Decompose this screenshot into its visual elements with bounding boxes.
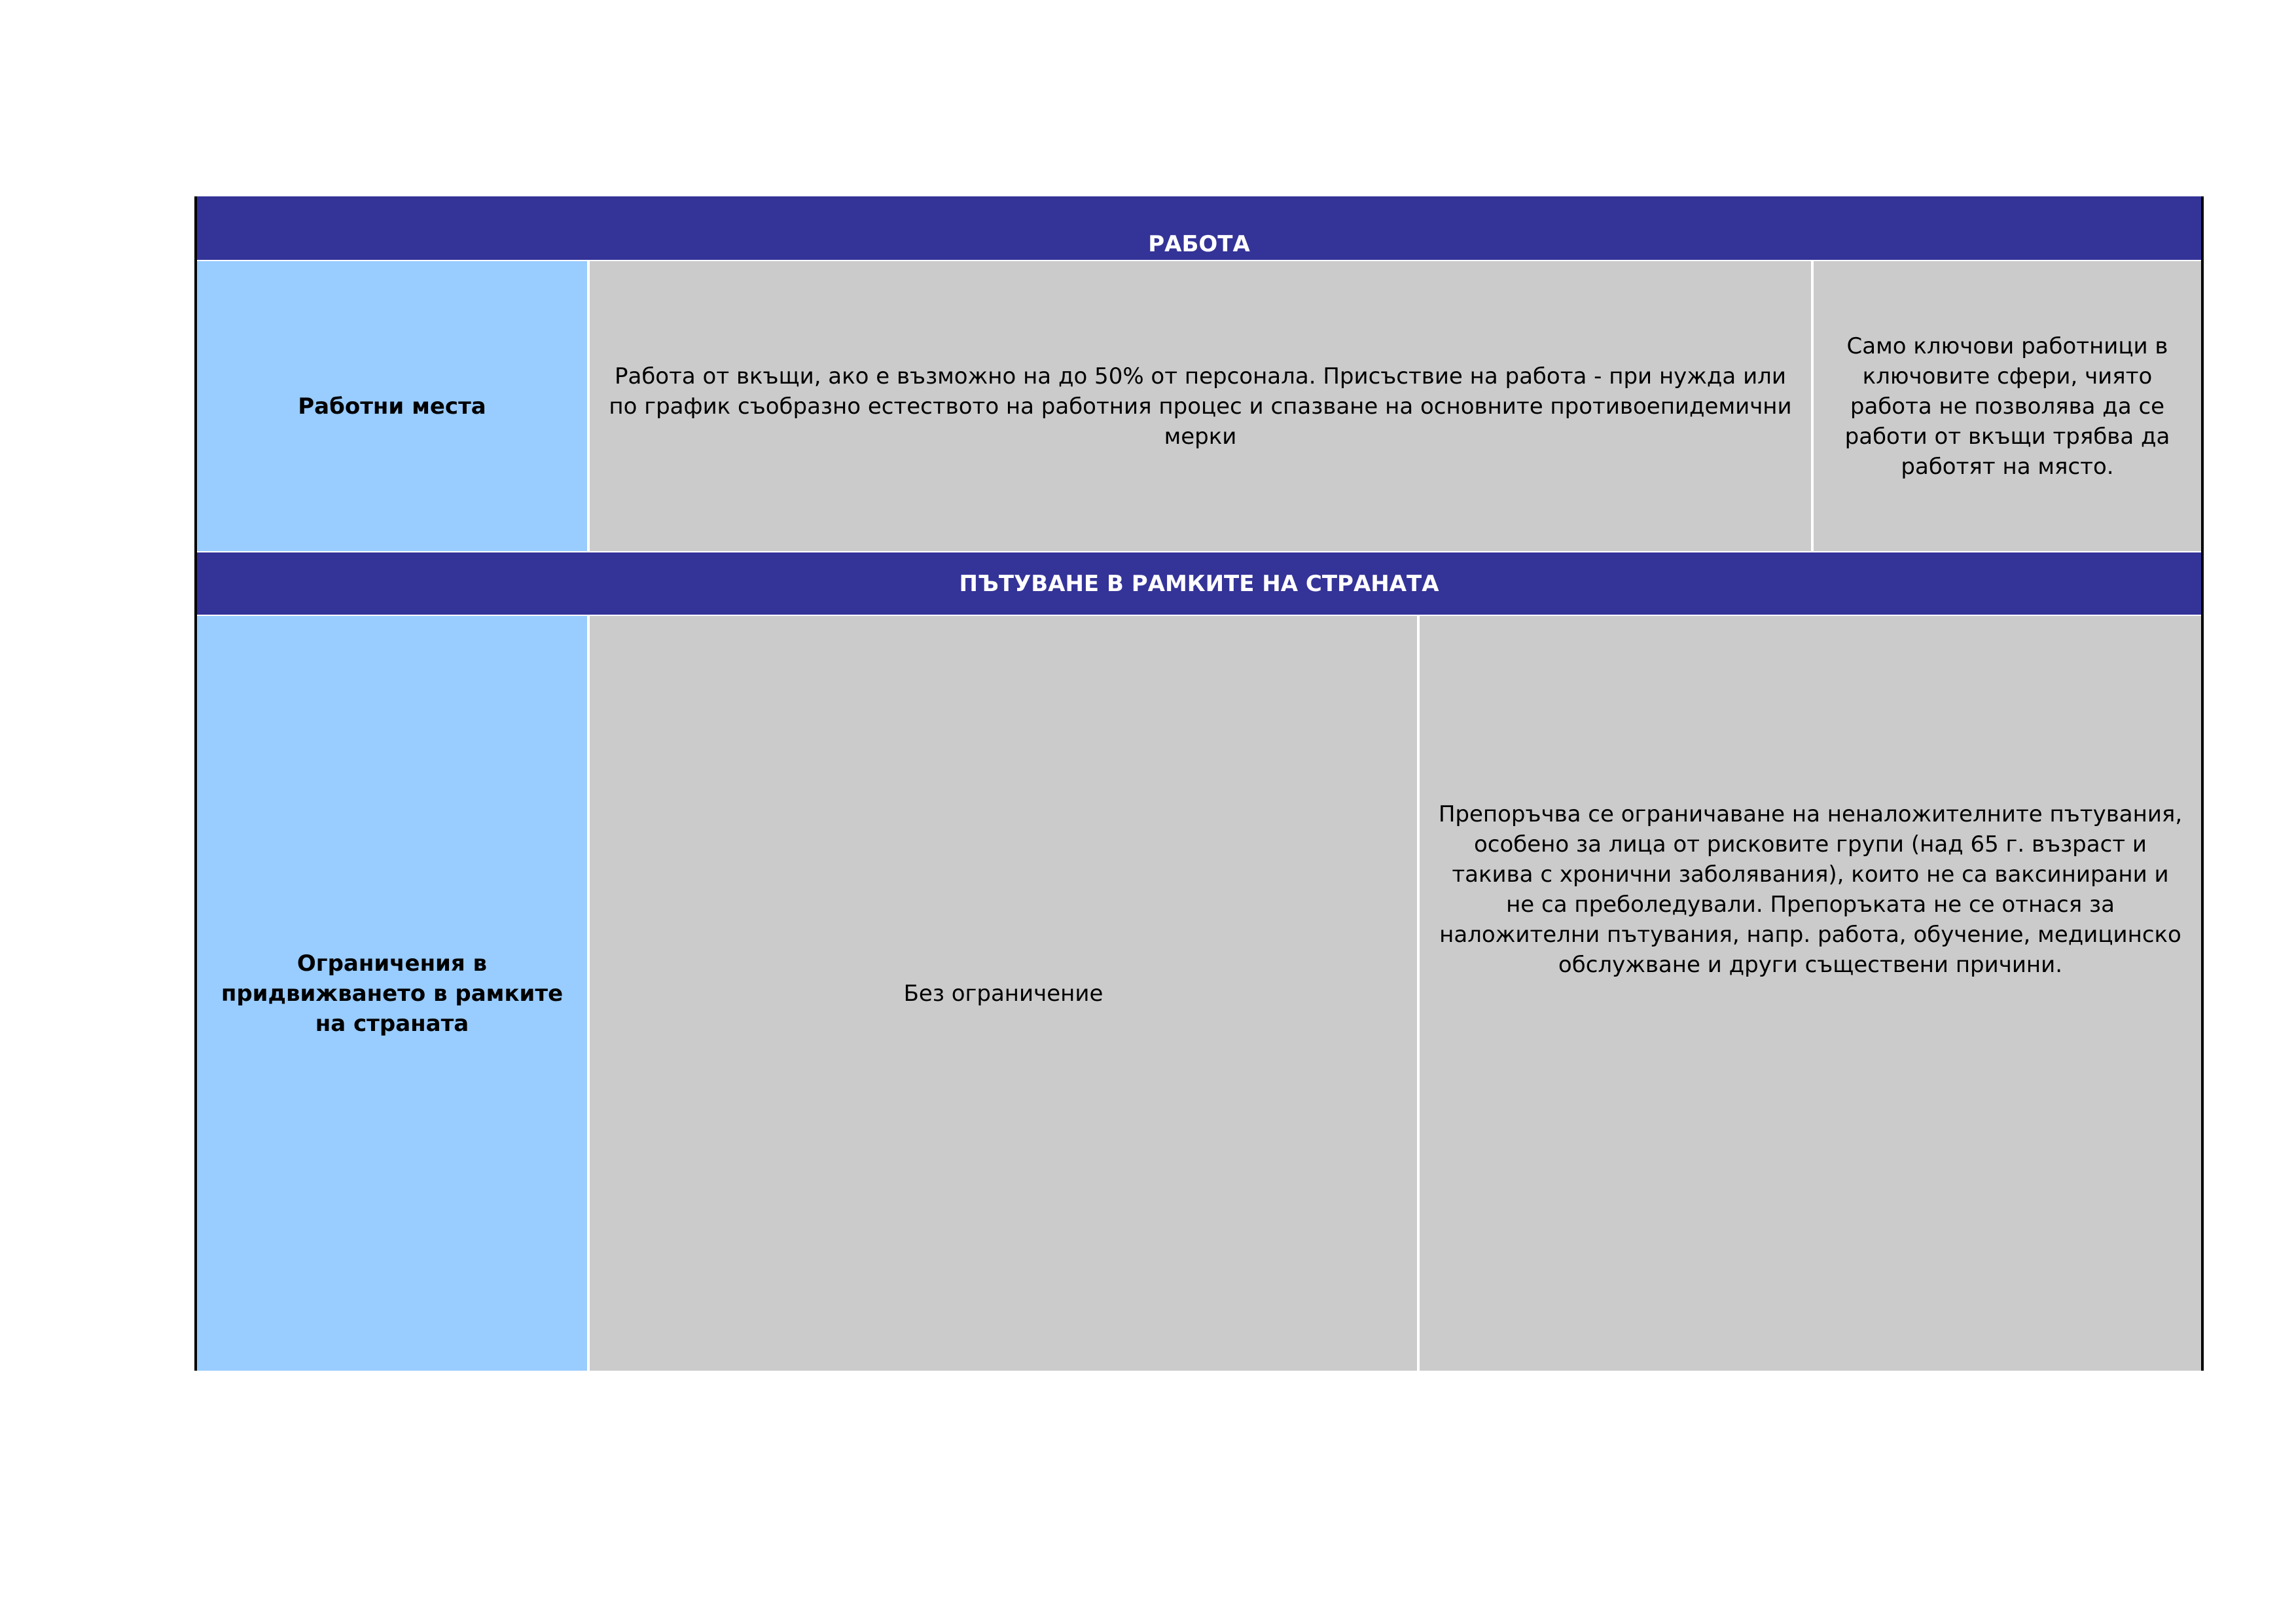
workplaces-measure-text: Работа от вкъщи, ако е възможно на до 50% от персонала. Присъствие на работа - при нужда или по график съобразно естеството на работния процес и спазване на основните противоепидемични мерки [609, 363, 1792, 450]
row-label-travel-restrictions-text: Ограничения в придвижването в рамките на страната [221, 950, 564, 1037]
row-label-travel-restrictions [197, 616, 587, 1371]
travel-no-restriction-text: Без ограничение [903, 980, 1103, 1007]
travel-recommendation-text: Препоръчва се ограничаване на неналожителните пътувания, особено за лица от рисковите групи (над 65 г. възраст и такива с хронични заболявания), които не са ваксинирани и не са преболедували. Препоръката не се отнася за наложителни пътувания, напр. работа, обучение, медицинско обслужване и други съществени причини. [1438, 801, 2183, 978]
workplaces-key-workers-text: Само ключови работници в ключовите сфери, чиято работа не позволява да се работи от вкъщи трябва да работят на място. [1844, 333, 2170, 480]
travel-recommendation-cell [1420, 616, 2201, 1371]
row-label-workplaces [197, 261, 587, 551]
travel-no-restriction-cell [590, 616, 1417, 1371]
section-title-work: РАБОТА [1148, 231, 1250, 257]
section-header-domestic-travel [197, 552, 2201, 615]
measures-table [194, 196, 2204, 1371]
section-header-work [197, 196, 2201, 260]
workplaces-measure-cell [590, 261, 1811, 551]
section-title-domestic-travel: ПЪТУВАНЕ В РАМКИТЕ НА СТРАНАТА [959, 570, 1439, 597]
row-label-workplaces-text: Работни места [298, 393, 486, 420]
workplaces-key-workers-cell [1814, 261, 2201, 551]
